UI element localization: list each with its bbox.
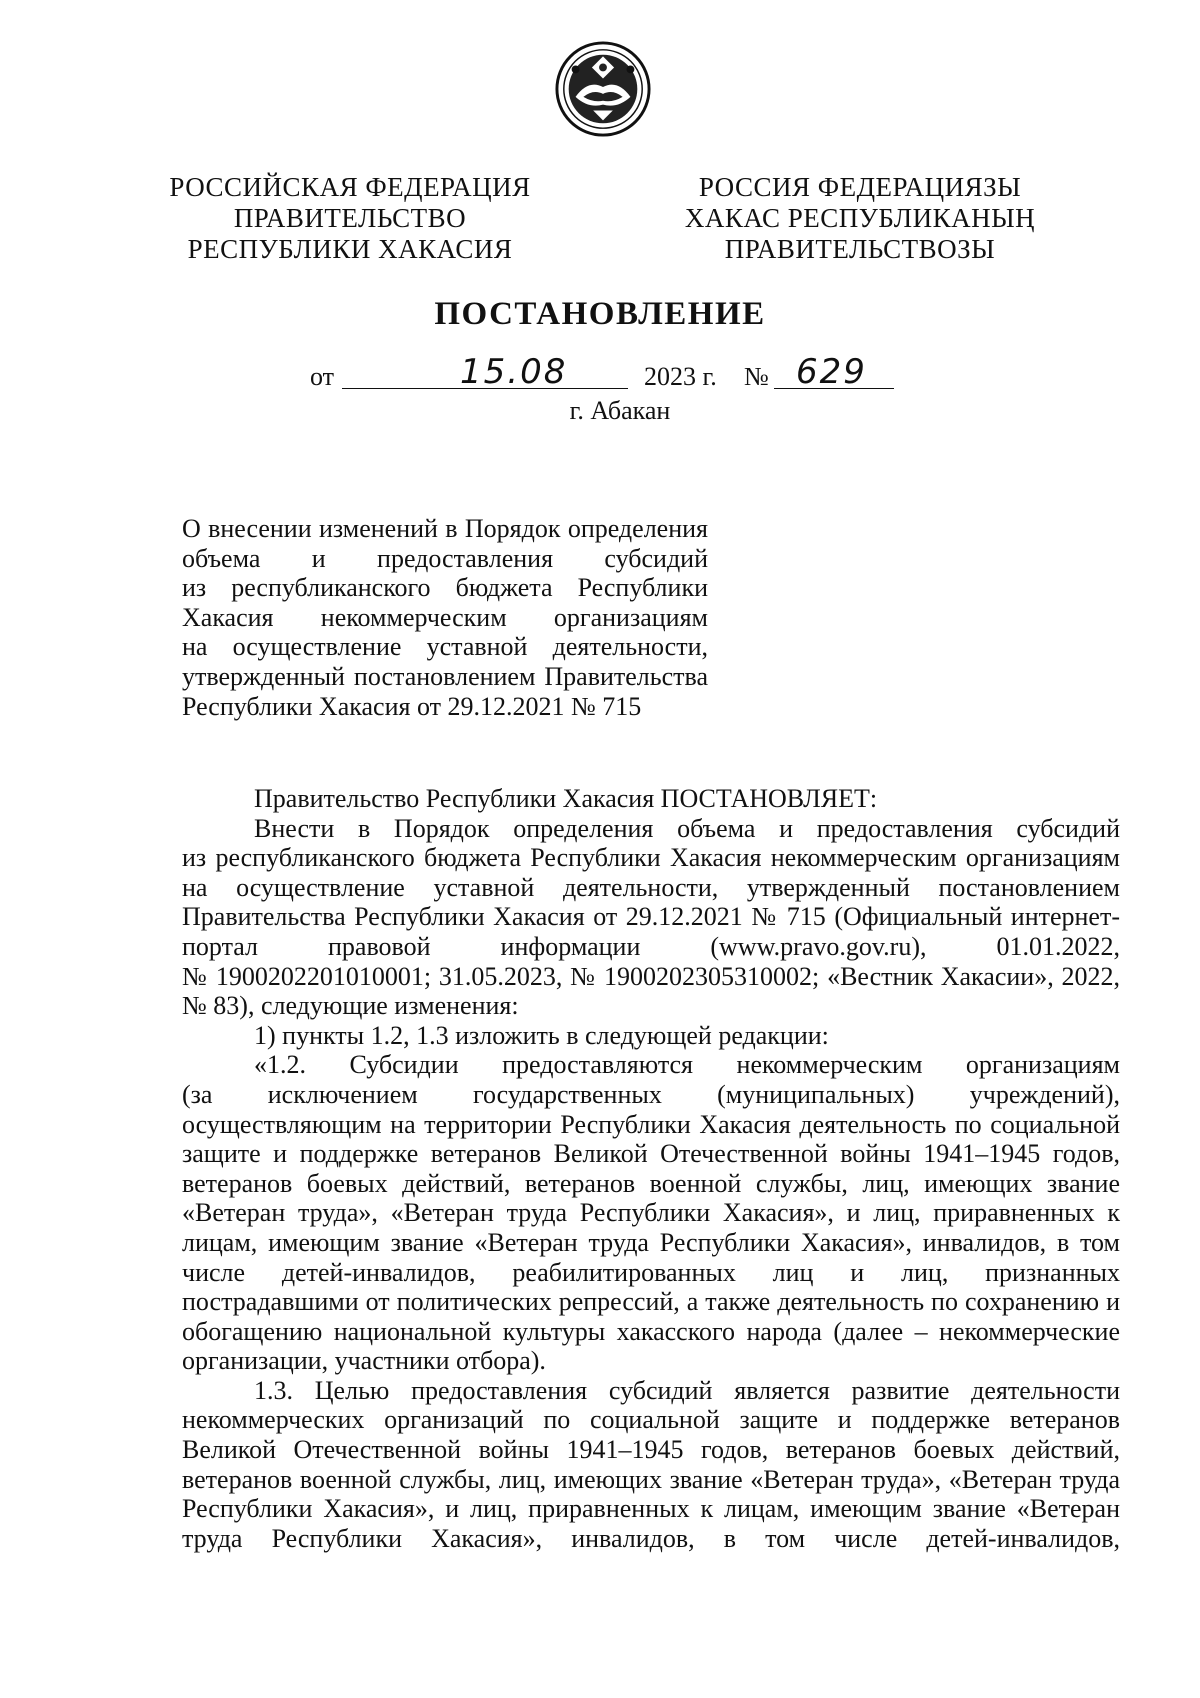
- header-left-line: ПРАВИТЕЛЬСТВО: [233, 203, 467, 233]
- subject-line: на осуществление уставной деятельности,: [182, 632, 708, 662]
- subject-line: из республиканского бюджета Республики: [182, 573, 708, 603]
- body-line: Внести в Порядок определения объема и предоставления субсидий: [254, 813, 1120, 843]
- header-left-block: [150, 172, 550, 265]
- body-line: осуществляющим на территории Республики Хакасия деятельность по социальной: [182, 1109, 1120, 1139]
- header-right-line: ХАКАС РЕСПУБЛИКАНЫҢ: [684, 203, 1036, 233]
- subject-line: объема и предоставления субсидий: [182, 543, 708, 573]
- header-left-line: РОССИЙСКАЯ ФЕДЕРАЦИЯ: [169, 172, 531, 202]
- body-line: «Ветеран труда», «Ветеран труда Республики Хакасия», и лиц, приравненных к: [182, 1198, 1120, 1228]
- body-line: № 1900202201010001; 31.05.2023, № 1900202305310002; «Вестник Хакасии», 2022,: [182, 961, 1120, 991]
- body-line: труда Республики Хакасия», инвалидов, в том числе детей-инвалидов,: [182, 1523, 1120, 1553]
- header-left-line: РЕСПУБЛИКИ ХАКАСИЯ: [187, 234, 513, 264]
- body-line: № 83), следующие изменения:: [182, 991, 519, 1021]
- body-line: «1.2. Субсидии предоставляются некоммерческим организациям: [254, 1050, 1120, 1080]
- body-line: (за исключением государственных (муниципальных) учреждений),: [182, 1079, 1120, 1109]
- subject-line: Республики Хакасия от 29.12.2021 № 715: [182, 691, 642, 721]
- body-line: ветеранов боевых действий, ветеранов военной службы, лиц, имеющих звание: [182, 1168, 1120, 1198]
- subject-line: Хакасия некоммерческим организациям: [182, 602, 708, 632]
- handwritten-date: 15.08: [460, 352, 568, 392]
- handwritten-number: 629: [796, 352, 867, 392]
- body-line: портал правовой информации (www.pravo.gov.ru), 01.01.2022,: [182, 931, 1120, 961]
- body-line: Правительство Республики Хакасия ПОСТАНОВЛЯЕТ:: [254, 784, 878, 813]
- body-line: пострадавшими от политических репрессий, а также деятельность по сохранению и: [182, 1287, 1120, 1317]
- body-line: из республиканского бюджета Республики Хакасия некоммерческим организациям: [182, 843, 1120, 873]
- city-label: г. Абакан: [569, 396, 671, 425]
- body-line: 1.3. Целью предоставления субсидий является развитие деятельности: [254, 1375, 1120, 1405]
- body-line: лицам, имеющим звание «Ветеран труда Республики Хакасия», инвалидов, в том: [182, 1227, 1120, 1257]
- body-line: организации, участники отбора).: [182, 1346, 546, 1376]
- body-line: некоммерческих организаций по социальной защите и поддержке ветеранов: [182, 1405, 1120, 1435]
- date-prefix: от: [310, 362, 335, 391]
- year-label: 2023 г.: [644, 362, 717, 391]
- body-line: на осуществление уставной деятельности, утвержденный постановлением: [182, 872, 1120, 902]
- header-right-block: [650, 172, 1070, 265]
- body-line: Правительства Республики Хакасия от 29.12.2021 № 715 (Официальный интернет-: [182, 902, 1120, 932]
- number-sign: №: [744, 362, 769, 391]
- subject-line: О внесении изменений в Порядок определения: [182, 514, 708, 543]
- body-line: Великой Отечественной войны 1941–1945 годов, ветеранов боевых действий,: [182, 1435, 1120, 1465]
- body-line: Республики Хакасия», и лиц, приравненных к лицам, имеющим звание «Ветеран: [182, 1494, 1120, 1524]
- subject-line: утвержденный постановлением Правительства: [182, 661, 708, 691]
- document-title: ПОСТАНОВЛЕНИЕ: [434, 296, 766, 332]
- coat-of-arms-emblem: [554, 40, 652, 138]
- body-line: защите и поддержке ветеранов Великой Отечественной войны 1941–1945 годов,: [182, 1139, 1120, 1169]
- subject-block: [182, 514, 708, 721]
- body-line: числе детей-инвалидов, реабилитированных лиц и лиц, признанных: [182, 1257, 1120, 1287]
- header-right-line: РОССИЯ ФЕДЕРАЦИЯЗЫ: [698, 172, 1022, 202]
- body-line: 1) пункты 1.2, 1.3 изложить в следующей редакции:: [254, 1020, 829, 1050]
- body-text: [182, 784, 1120, 1553]
- body-line: обогащению национальной культуры хакасского народа (далее – некоммерческие: [182, 1316, 1120, 1346]
- header-right-line: ПРАВИТЕЛЬСТВОЗЫ: [724, 234, 996, 264]
- body-line: ветеранов военной службы, лиц, имеющих звание «Ветеран труда», «Ветеран труда: [182, 1464, 1120, 1494]
